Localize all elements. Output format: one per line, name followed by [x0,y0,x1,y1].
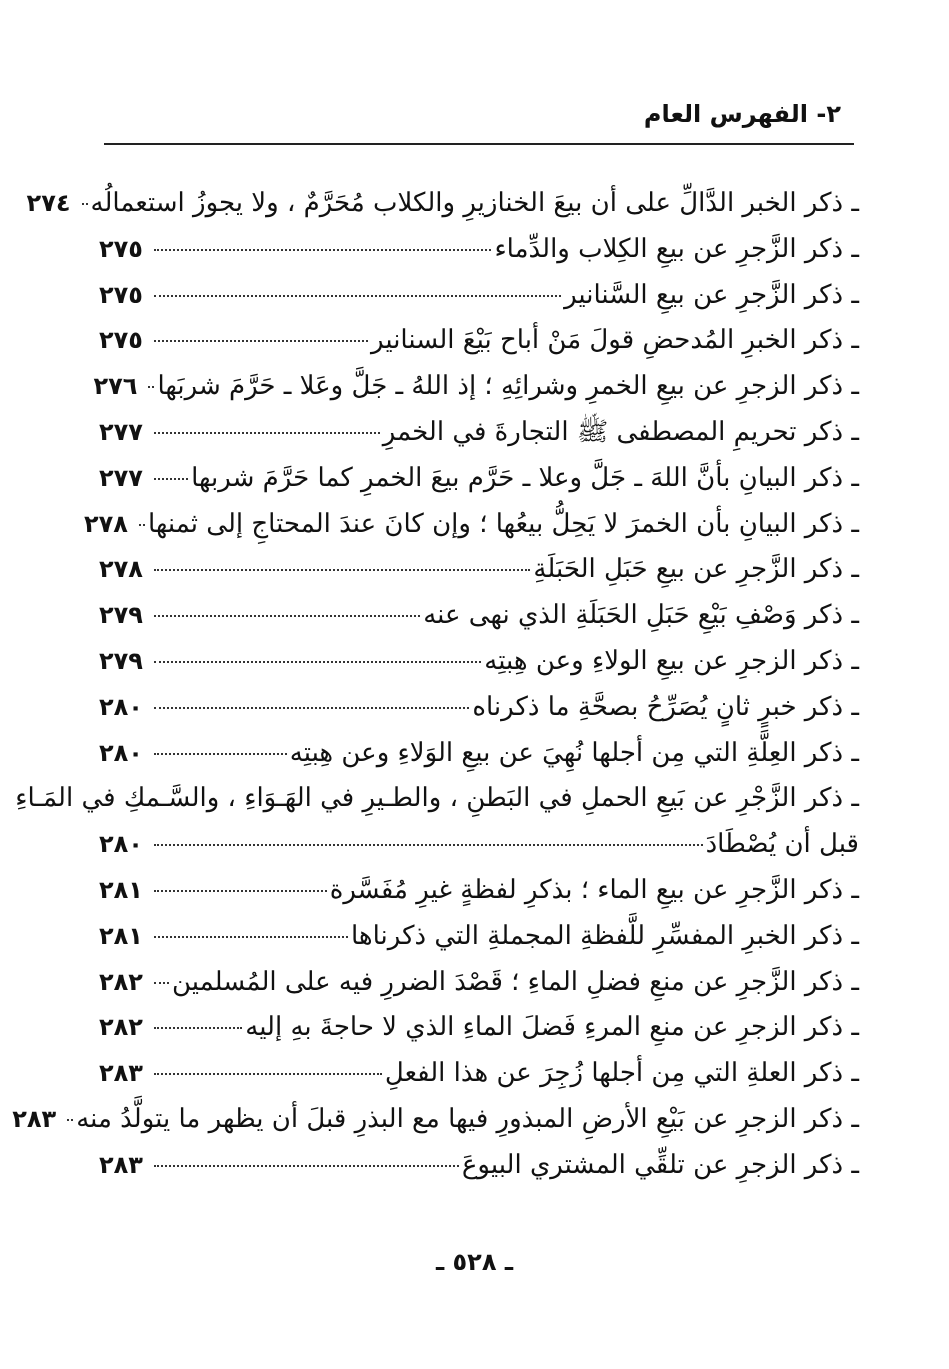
index-entry [15,776,859,822]
index-entry [99,318,859,364]
entry-title: ـ ذكر الزَّجرِ عن بيعِ الماء ؛ بذكرِ لفظةٍ غيرِ مُفَسَّرة [329,874,859,905]
entry-page-number: ٢٧٧ [99,463,143,492]
dot-leader [154,432,380,434]
header-divider [104,143,854,145]
entry-page-number: ٢٨١ [99,875,143,904]
entry-page-number: ٢٧٤ [26,189,71,217]
entry-page-number: ٢٧٨ [99,555,143,584]
dot-leader [154,1165,459,1167]
entry-page-number: ٢٨٢ [99,1013,143,1042]
entry-page-number: ٢٧٦ [93,372,138,401]
dot-leader [154,982,169,984]
entry-title: ـ ذكر الزَّجرِ عن بيعِ السَّنانير [564,279,859,310]
entry-page-number: ٢٨٣ [99,1059,143,1088]
entry-title: ـ ذكر الزَّجرِ عن بيعِ الكِلاب والدِّماء [494,233,859,264]
page-header-title: ٢- الفهرس العام [643,100,841,128]
entry-title: ـ ذكر الخبرِ المفسِّرِ للَّفظةِ المجملةِ التي ذكرناها [350,920,859,951]
index-entry [26,181,859,227]
entry-title: ـ ذكر الزَّجرِ عن بيعِ حَبَلِ الحَبَلَةِ [533,554,859,585]
dot-leader [67,1119,73,1121]
entry-title: ـ ذكر تحريمِ المصطفى ﷺ التجارةَ في الخمرِ [382,416,859,447]
index-entry [99,593,859,639]
entry-title: ـ ذكر البيانِ بأن الخمرَ لا يَحِلُّ بيعُها ؛ وإن كانَ عندَ المحتاجِ إلى ثمنها [148,508,859,539]
index-entry [99,1143,859,1189]
index-entry [93,364,859,410]
entry-title: ـ ذكر الخبرِ المُدحضِ قولَ مَنْ أباح بَيْعَ السنانير [371,325,859,356]
dot-leader [154,661,481,663]
dot-leader [154,936,348,938]
index-entry [99,685,859,731]
index-entry [99,960,859,1006]
dot-leader [154,249,491,251]
index-entry [99,914,859,960]
index-entry [99,731,859,777]
entry-page-number: ٢٧٥ [99,280,143,309]
index-entry [99,227,859,273]
index-entry [99,273,859,319]
dot-leader [139,524,145,526]
dot-leader [154,478,188,480]
entry-title: ـ ذكر الزجرِ عن بيعِ الولاءِ وعن هِبتِه [484,645,859,676]
index-entry [99,456,859,502]
entry-page-number: ٢٨٠ [99,830,143,859]
dot-leader [154,569,530,571]
entry-title: ـ ذكر الخبر الدَّالِّ على أن بيعَ الخنازيرِ والكلاب مُحَرَّمٌ ، ولا يجوزُ استعمالُه [90,188,859,218]
entry-page-number: ٢٨٢ [99,967,143,996]
entry-page-number: ٢٨١ [99,921,143,950]
dot-leader [148,386,154,388]
index-entry [84,502,859,548]
entry-title: ـ ذكر الزجرِ عن منعِ المرءِ فَضلَ الماءِ الذي لا حاجةَ بهِ إليه [245,1012,859,1043]
index-entry [99,547,859,593]
entry-page-number: ٢٧٩ [99,601,143,630]
page-number-footer: ـ ٥٢٨ ـ [435,1248,514,1276]
entry-title: قبل أن يُصْطَادَ [705,829,859,860]
index-entry [99,868,859,914]
index-entry [12,1097,859,1143]
entry-title: ـ ذكر الزجرِ عن تلقِّي المشتري البيوعَ [461,1149,859,1180]
entry-page-number: ٢٨٠ [99,738,143,767]
entry-page-number: ٢٧٧ [99,417,143,446]
entry-title: ـ ذكر العلةِ التي مِن أجلها زُجِرَ عن هذا الفعلِ [384,1058,859,1089]
entry-title: ـ ذكر خبرٍ ثانٍ يُصَرِّحُ بصحَّةِ ما ذكرناه [472,691,859,722]
entry-title: ـ ذكر البيانِ بأنَّ اللهَ ـ جَلَّ وعلا ـ حَرَّم بيعَ الخمرِ كما حَرَّمَ شربها [191,462,859,493]
entry-title: ـ ذكر وَصْفِ بَيْعِ حَبَلِ الحَبَلَةِ الذي نهى عنه [423,600,859,631]
entry-page-number: ٢٨٣ [12,1104,57,1133]
index-entry [99,410,859,456]
entry-page-number: ٢٨٣ [99,1150,143,1179]
dot-leader [154,340,368,342]
index-entries-list [12,181,859,1189]
dot-leader [154,707,469,709]
entry-title: ـ ذكر الزجرِ عن بَيْعِ الأرضِ المبذورِ فيها مع البذرِ قبلَ أن يظهر ما يتولَّدُ منه [76,1103,859,1134]
dot-leader [154,844,703,846]
index-entry [99,1005,859,1051]
entry-title: ـ ذكر الزَّجْرِ عن بَيعِ الحملِ في البَطنِ ، والطـيرِ في الهَـوَاءِ ، والسَّـمكِ في المَـاءِ [15,783,859,814]
entry-title: ـ ذكر الزَّجرِ عن منعِ فضلِ الماءِ ؛ قَصْدَ الضررِ فيه على المُسلمين [171,966,859,997]
dot-leader [154,295,561,297]
dot-leader [154,1027,242,1029]
entry-page-number: ٢٧٥ [99,326,143,355]
index-entry [99,1051,859,1097]
dot-leader [154,1073,382,1075]
index-entry [99,639,859,685]
index-entry [99,822,859,868]
entry-title: ـ ذكر الزجرِ عن بيعِ الخمرِ وشرائِهِ ؛ إذ اللهُ ـ جَلَّ وعَلا ـ حَرَّمَ شربَها [157,371,859,402]
entry-title: ـ ذكر العِلَّةِ التي مِن أجلها نُهِيَ عن بيعِ الوَلاءِ وعن هِبتِه [289,737,859,768]
entry-page-number: ٢٧٥ [99,234,143,263]
dot-leader [154,890,327,892]
dot-leader [154,615,420,617]
entry-page-number: ٢٨٠ [99,692,143,721]
entry-page-number: ٢٧٨ [84,509,128,538]
entry-page-number: ٢٧٩ [99,646,143,675]
dot-leader [82,203,88,205]
dot-leader [154,753,287,755]
